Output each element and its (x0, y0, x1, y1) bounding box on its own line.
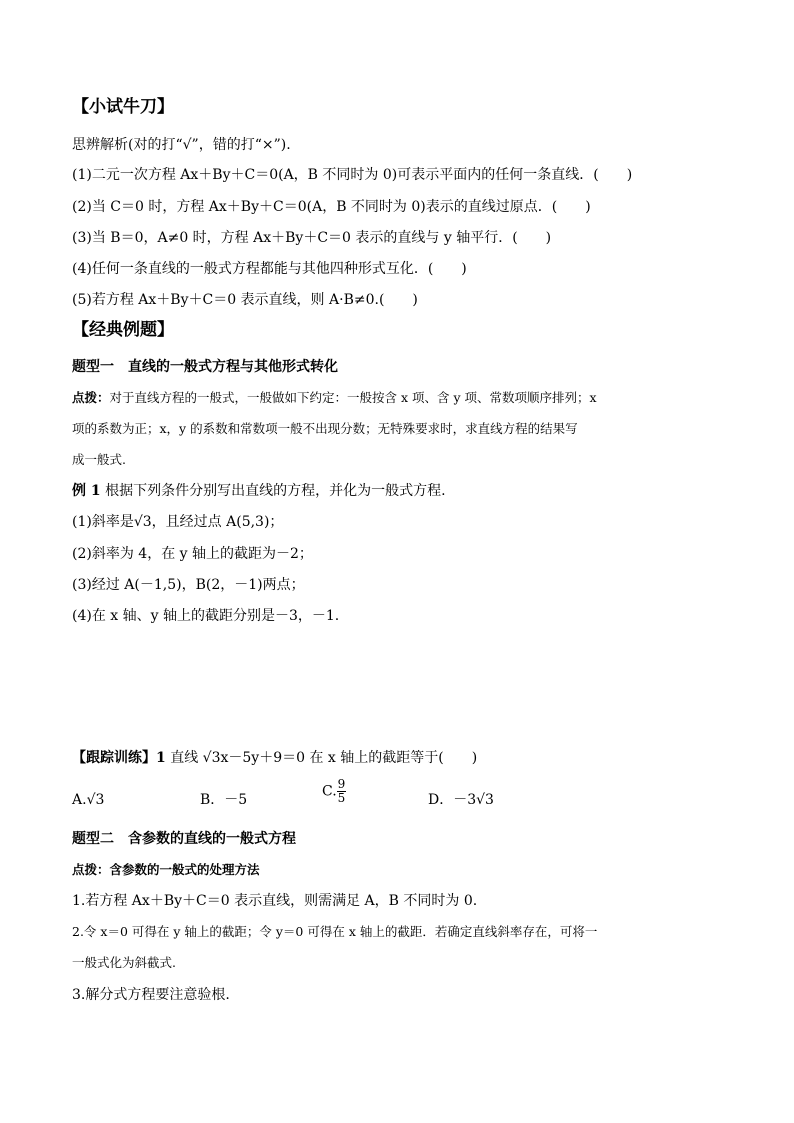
option-a-label: A. (72, 792, 87, 808)
judge-item-3: (3)当 B＝0，A≠0 时，方程 Ax＋By＋C＝0 表示的直线与 y 轴平行．( ) (72, 230, 552, 246)
judge-item-4: (4)任何一条直线的一般式方程都能与其他四种形式互化．( ) (72, 261, 467, 277)
option-d-sqrt: √3 (476, 792, 494, 808)
type2-title: 题型二 含参数的直线的一般式方程 (72, 831, 296, 847)
section-title-examples: 【经典例题】 (72, 320, 174, 340)
type2-line-2: 2.令 x＝0 可得在 y 轴上的截距；令 y＝0 可得在 x 轴上的截距．若确定直线斜率存在，可将一 (72, 924, 598, 939)
type1-title: 题型一 直线的一般式方程与其他形式转化 (72, 359, 338, 375)
judge-item-2: (2)当 C＝0 时，方程 Ax＋By＋C＝0(A，B 不同时为 0)表示的直线过原点．( ) (72, 199, 591, 215)
option-d-pre: D．－3 (428, 792, 477, 808)
type1-tip-line-2: 项的系数为正；x，y 的系数和常数项一般不出现分数；无特殊要求时，求直线方程的结果写 (72, 421, 578, 436)
type1-tip-line-1 (72, 388, 597, 408)
question-1-post: ，且经过点 A(5,3)； (151, 514, 284, 530)
question-4: (4)在 x 轴、y 轴上的截距分别是－3，－1. (72, 608, 340, 624)
sqrt-3: √3 (202, 750, 221, 766)
fraction-numerator: 9 (337, 777, 346, 791)
judge-item-1: (1)二元一次方程 Ax＋By＋C＝0(A，B 不同时为 0)可表示平面内的任何一条直线．( ) (72, 167, 633, 183)
judge-item-5: (5)若方程 Ax＋By＋C＝0 表示直线，则 A·B≠0.( ) (72, 292, 418, 308)
practice-text-pre: 直线 (165, 750, 203, 766)
practice-text-post: x－5y＋9＝0 在 x 轴上的截距等于( ) (220, 750, 478, 766)
option-a (72, 790, 104, 810)
option-d (428, 790, 494, 810)
question-1 (72, 512, 283, 532)
tip-label: 点拨： (72, 390, 110, 405)
question-2: (2)斜率为 4，在 y 轴上的截距为－2； (72, 546, 313, 562)
example-label: 例 1 (72, 483, 101, 499)
example-1 (72, 481, 446, 501)
option-c (322, 778, 346, 805)
type2-tip: 点拨：含参数的一般式的处理方法 (72, 862, 260, 877)
practice-label: 【跟踪训练】1 (72, 750, 166, 766)
question-1-pre: (1)斜率是 (72, 514, 134, 530)
section-title-practice: 【小试牛刀】 (72, 97, 174, 117)
sqrt-3: √3 (133, 514, 152, 530)
option-a-value: √3 (86, 792, 105, 808)
intro-text: 思辨解析(对的打“√”，错的打“×”). (72, 137, 291, 153)
type2-line-1: 1.若方程 Ax＋By＋C＝0 表示直线，则需满足 A，B 不同时为 0. (72, 893, 478, 909)
practice-question (72, 748, 477, 768)
option-c-label: C. (322, 783, 337, 800)
type2-line-4: 3.解分式方程要注意验根. (72, 987, 230, 1003)
option-c-fraction (337, 778, 347, 805)
type2-line-3: 一般式化为斜截式. (72, 955, 176, 970)
option-b: B．－5 (200, 792, 248, 808)
fraction-denominator: 5 (337, 791, 346, 805)
question-3: (3)经过 A(－1,5)，B(2，－1)两点； (72, 577, 305, 593)
type1-tip-line-3: 成一般式. (72, 452, 126, 467)
example-text: 根据下列条件分别写出直线的方程，并化为一般式方程. (100, 483, 446, 499)
tip-text: 对于直线方程的一般式，一般做如下约定：一般按含 x 项、含 y 项、常数项顺序排列；x (109, 390, 597, 405)
